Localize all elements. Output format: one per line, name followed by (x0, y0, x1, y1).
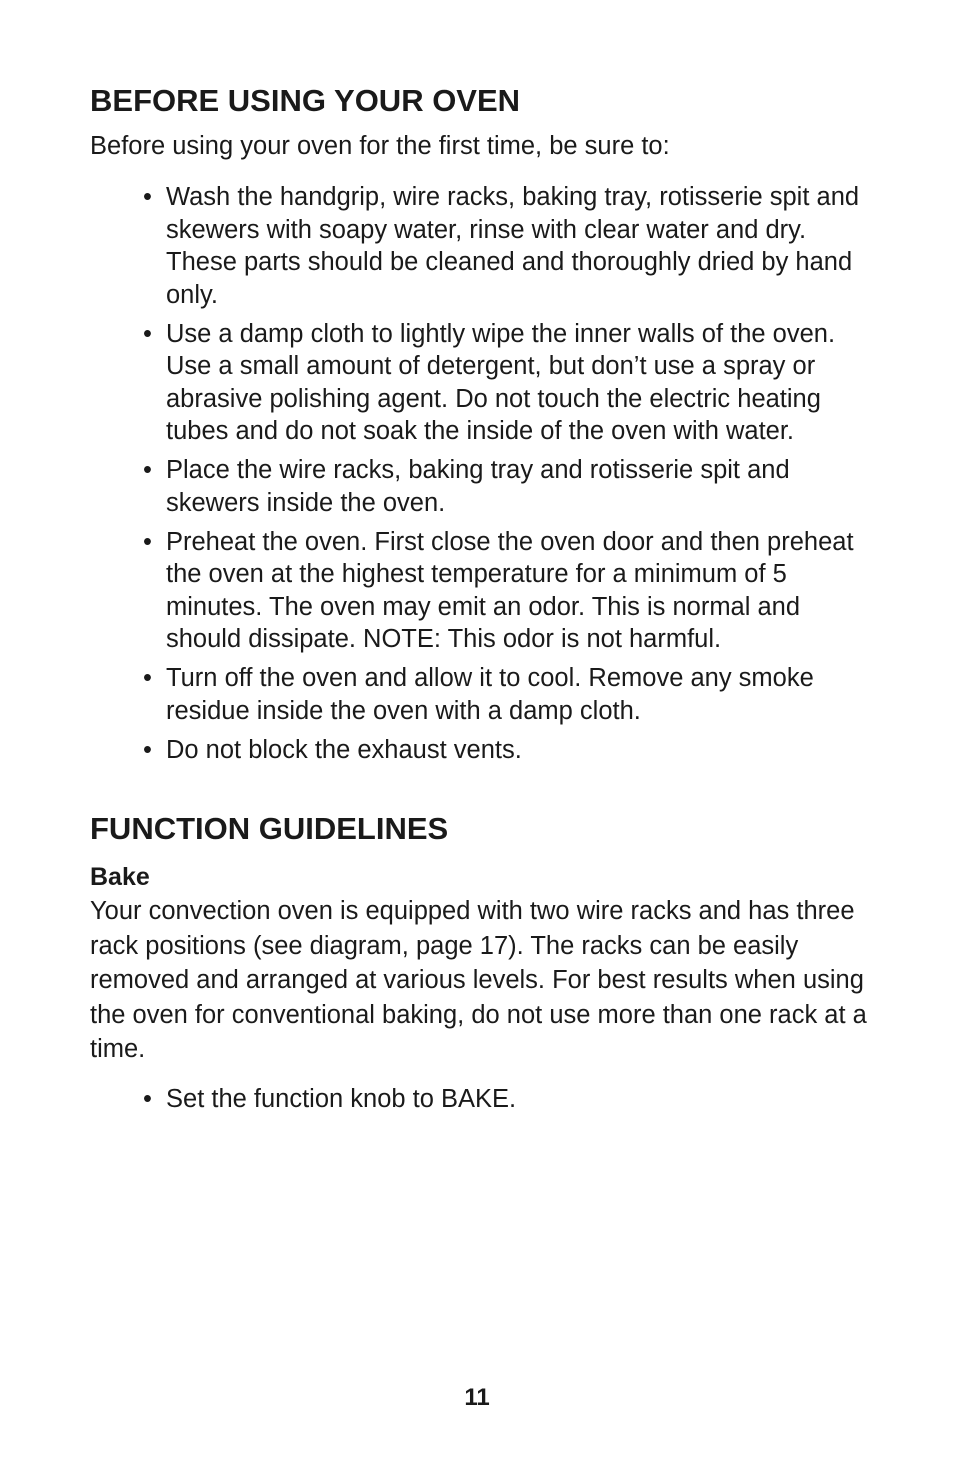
list-item: • Set the function knob to BAKE. (166, 1083, 866, 1116)
document-page (90, 80, 880, 1122)
list-item: • Place the wire racks, baking tray and rotisserie spit and skewers inside the oven. (166, 454, 866, 519)
list-item: • Use a damp cloth to lightly wipe the inner walls of the oven. Use a small amount of detergent, but don’t use a spray or abrasive polishing agent. Do not touch the electric heating tubes and do not soak the inside of the oven with water. (166, 318, 866, 448)
list-item: • Preheat the oven. First close the oven door and then preheat the oven at the highest temperature for a minimum of 5 minutes. The oven may emit an odor. This is normal and should dissipate. NOTE: This odor is not harmful. (166, 526, 866, 656)
page-number: 11 (464, 1384, 490, 1411)
section-heading-before-using: BEFORE USING YOUR OVEN (90, 83, 521, 118)
list-item: • Do not block the exhaust vents. (166, 734, 866, 767)
intro-text: Before using your oven for the first time, be sure to: (90, 132, 670, 160)
subheading-bake: Bake (90, 863, 150, 891)
bake-paragraph: Your convection oven is equipped with two wire racks and has three rack positions (see diagram, page 17). The racks can be easily removed and arranged at various levels. For best results when using the oven for conventional baking, do not use more than one rack at a time. (90, 897, 867, 1063)
before-using-list (90, 181, 880, 766)
bake-list (90, 1083, 880, 1116)
list-item: • Wash the handgrip, wire racks, baking tray, rotisserie spit and skewers with soapy water, rinse with clear water and dry. These parts should be cleaned and thoroughly dried by hand only. (166, 181, 866, 311)
list-item: • Turn off the oven and allow it to cool. Remove any smoke residue inside the oven with a damp cloth. (166, 662, 866, 727)
section-heading-function-guidelines: FUNCTION GUIDELINES (90, 811, 449, 846)
